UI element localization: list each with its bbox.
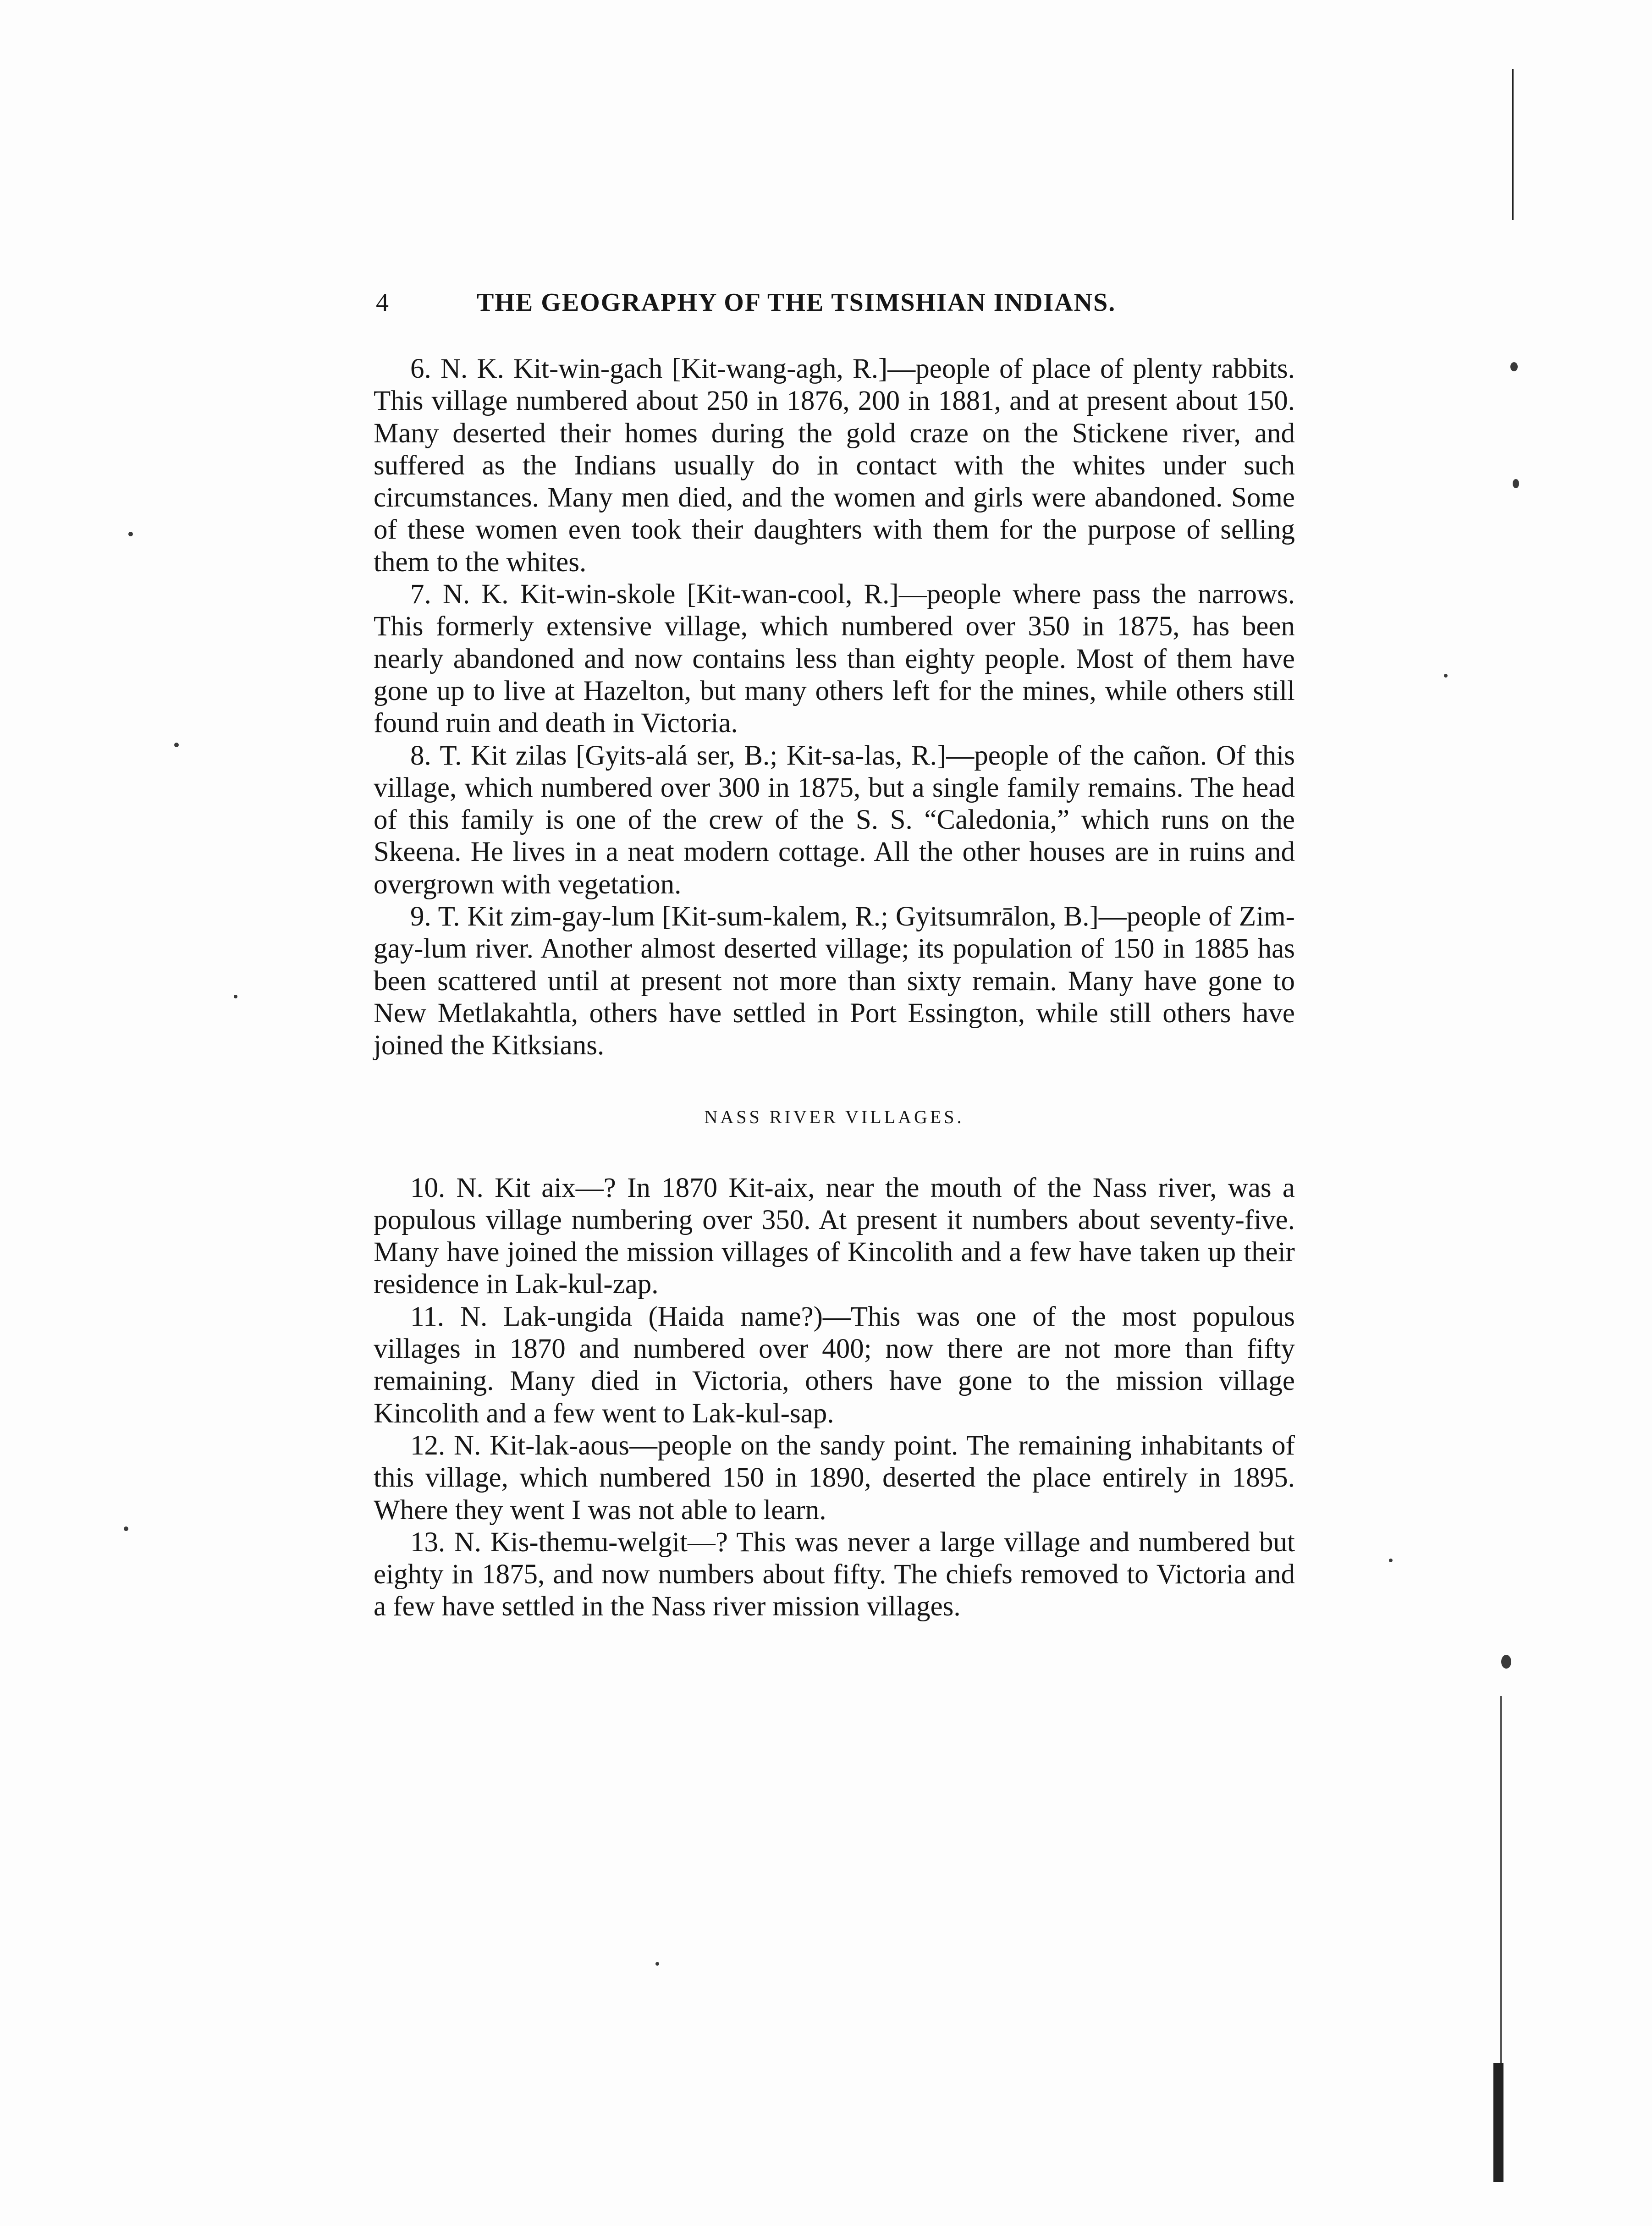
scan-speck	[1389, 1559, 1393, 1562]
scan-speck	[128, 532, 133, 536]
scan-bind-line	[1493, 2063, 1503, 2182]
entry-paragraph: 6. N. K. Kit-win-gach [Kit-wang-agh, R.]—people of place of plenty rabbits. This village numbered about 250 in 1876, 200 in 1881, and at present about 150. Many deserted their homes during the gold craze on the Stickene river, and suffered as the Indians usually do in contact with the whites under such circumstances. Many men died, and the women and girls were abandoned. Some of these women even took their daughters with them for the purpose of selling them to the whites.	[374, 353, 1295, 578]
scan-speck	[1501, 1655, 1511, 1669]
entry-paragraph: 13. N. Kis-themu-welgit—? This was never a large village and numbered but eighty in 1875, and now numbers about fifty. The chiefs removed to Victoria and a few have settled in the Nass river mission villages.	[374, 1526, 1295, 1622]
scan-speck	[234, 995, 237, 998]
scan-speck	[124, 1526, 128, 1531]
entry-paragraph: 7. N. K. Kit-win-skole [Kit-wan-cool, R.]—people where pass the narrows. This formerly extensive village, which numbered over 350 in 1875, has been nearly abandoned and now contains less than eighty people. Most of them have gone up to live at Hazelton, but many others left for the mines, while others still found ruin and death in Victoria.	[374, 579, 1295, 739]
section-entries	[374, 1172, 1295, 1623]
scan-bind-line-thin	[1500, 1696, 1502, 2063]
entry-paragraph: 11. N. Lak-ungida (Haida name?)—This was one of the most populous villages in 1870 and numbered over 400; now there are not more than fifty remaining. Many died in Victoria, others have gone to the mission village Kincolith and a few went to Lak-kul-sap.	[374, 1301, 1295, 1429]
section-heading: NASS RIVER VILLAGES.	[704, 1106, 964, 1127]
running-title: THE GEOGRAPHY OF THE TSIMSHIAN INDIANS.	[477, 288, 1116, 317]
body-text	[374, 353, 1295, 1623]
scan-speck	[655, 1962, 659, 1966]
scan-speck	[174, 743, 179, 747]
entry-paragraph: 10. N. Kit aix—? In 1870 Kit-aix, near the mouth of the Nass river, was a populous village numbering over 350. At present it numbers about seventy-five. Many have joined the mission villages of Kincolith and a few have taken up their residence in Lak-kul-zap.	[374, 1172, 1295, 1300]
scan-speck	[1513, 479, 1519, 488]
page-number: 4	[376, 288, 390, 317]
entry-paragraph: 12. N. Kit-lak-aous—people on the sandy point. The remaining inhabitants of this village, which numbered 150 in 1890, deserted the place entirely in 1895. Where they went I was not able to learn.	[374, 1430, 1295, 1526]
scan-margin-line	[1512, 69, 1514, 220]
running-head	[376, 288, 1293, 325]
entry-paragraph: 8. T. Kit zilas [Gyits-alá ser, B.; Kit-sa-las, R.]—people of the cañon. Of this village, which numbered over 300 in 1875, but a single family remains. The head of this family is one of the crew of the S. S. “Caledonia,” which runs on the Skeena. He lives in a neat modern cottage. All the other houses are in ruins and overgrown with vegetation.	[374, 740, 1295, 900]
entry-paragraph: 9. T. Kit zim-gay-lum [Kit-sum-kalem, R.; Gyitsumrālon, B.]—people of Zim-gay-lum river. Another almost deserted village; its population of 150 in 1885 has been scattered until at present not more than sixty remain. Many have gone to New Metlakahtla, others have settled in Port Essington, while still others have joined the Kitksians.	[374, 901, 1295, 1061]
scan-speck	[1510, 362, 1518, 371]
scan-speck	[1444, 674, 1448, 678]
